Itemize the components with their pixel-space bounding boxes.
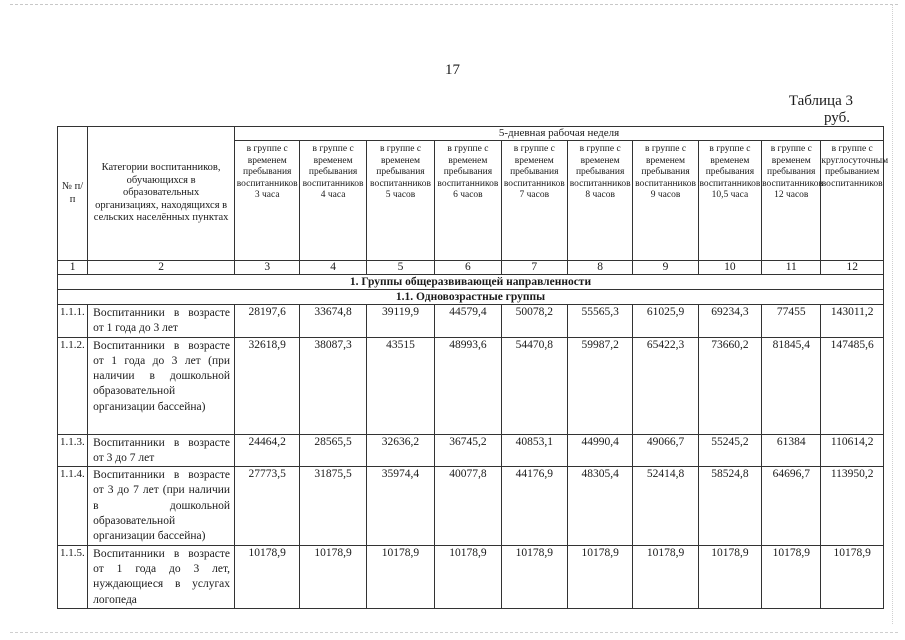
cost-value: 40853,1 bbox=[501, 434, 567, 467]
cost-value: 28197,6 bbox=[235, 305, 300, 338]
cost-value: 64696,7 bbox=[762, 467, 821, 545]
header-week-group: 5-дневная рабочая неделя bbox=[235, 127, 884, 141]
header-stay-24h: в группе с круглосуточным пребыванием воспитанников bbox=[821, 141, 884, 261]
header-category-col: Категории воспитанников, обучающихся в образовательных организациях, находящихся в сельских населённых пунктах bbox=[88, 127, 235, 261]
column-number: 8 bbox=[567, 261, 632, 275]
cost-value: 50078,2 bbox=[501, 305, 567, 338]
cost-value: 110614,2 bbox=[821, 434, 884, 467]
cost-value: 39119,9 bbox=[366, 305, 434, 338]
cost-value: 48305,4 bbox=[567, 467, 632, 545]
column-number: 10 bbox=[698, 261, 761, 275]
cost-value: 31875,5 bbox=[300, 467, 366, 545]
column-number: 9 bbox=[633, 261, 698, 275]
table-row bbox=[58, 305, 884, 338]
cost-value: 10178,9 bbox=[366, 545, 434, 608]
cost-value: 147485,6 bbox=[821, 337, 884, 434]
cost-value: 10178,9 bbox=[435, 545, 501, 608]
column-number: 6 bbox=[435, 261, 501, 275]
cost-value: 54470,8 bbox=[501, 337, 567, 434]
table-row bbox=[58, 467, 884, 545]
header-stay-8h: в группе с временем пребывания воспитанников 8 часов bbox=[567, 141, 632, 261]
cost-value: 113950,2 bbox=[821, 467, 884, 545]
cost-value: 61025,9 bbox=[633, 305, 698, 338]
cost-value: 48993,6 bbox=[435, 337, 501, 434]
cost-value: 55565,3 bbox=[567, 305, 632, 338]
cost-value: 73660,2 bbox=[698, 337, 761, 434]
column-number: 11 bbox=[762, 261, 821, 275]
table-row bbox=[58, 337, 884, 434]
column-number: 2 bbox=[88, 261, 235, 275]
section-heading: 1. Группы общеразвивающей направленности bbox=[58, 275, 884, 290]
scan-edge-bottom bbox=[10, 632, 898, 633]
cost-value: 55245,2 bbox=[698, 434, 761, 467]
cost-value: 69234,3 bbox=[698, 305, 761, 338]
cost-value: 61384 bbox=[762, 434, 821, 467]
header-stay-5h: в группе с временем пребывания воспитанников 5 часов bbox=[366, 141, 434, 261]
column-number: 7 bbox=[501, 261, 567, 275]
scan-edge-right bbox=[892, 4, 893, 624]
cost-value: 24464,2 bbox=[235, 434, 300, 467]
cost-value: 10178,9 bbox=[501, 545, 567, 608]
cost-value: 10178,9 bbox=[698, 545, 761, 608]
cost-value: 35974,4 bbox=[366, 467, 434, 545]
row-number: 1.1.3. bbox=[58, 434, 88, 467]
cost-value: 143011,2 bbox=[821, 305, 884, 338]
cost-value: 33674,8 bbox=[300, 305, 366, 338]
cost-value: 59987,2 bbox=[567, 337, 632, 434]
cost-value: 27773,5 bbox=[235, 467, 300, 545]
scan-edge-top bbox=[10, 4, 898, 5]
row-category: Воспитанники в возрасте от 3 до 7 лет bbox=[88, 434, 235, 467]
cost-value: 32636,2 bbox=[366, 434, 434, 467]
header-stay-7h: в группе с временем пребывания воспитанников 7 часов bbox=[501, 141, 567, 261]
row-number: 1.1.1. bbox=[58, 305, 88, 338]
cost-value: 38087,3 bbox=[300, 337, 366, 434]
header-stay-10-5h: в группе с временем пребывания воспитанников 10,5 часа bbox=[698, 141, 761, 261]
table-title: Таблица 3 bbox=[788, 93, 853, 109]
tariff-table bbox=[57, 126, 889, 609]
cost-value: 52414,8 bbox=[633, 467, 698, 545]
column-number: 1 bbox=[58, 261, 88, 275]
cost-value: 77455 bbox=[762, 305, 821, 338]
header-stay-3h: в группе с временем пребывания воспитанников 3 часа bbox=[235, 141, 300, 261]
cost-value: 58524,8 bbox=[698, 467, 761, 545]
subsection-heading: 1.1. Одновозрастные группы bbox=[58, 290, 884, 305]
row-category: Воспитанники в возрасте от 1 года до 3 лет (при наличии в дошкольной образовательной организации бассейна) bbox=[88, 337, 235, 434]
row-category: Воспитанники в возрасте от 3 до 7 лет (при наличии в дошкольной образовательной организации бассейна) bbox=[88, 467, 235, 545]
column-number: 3 bbox=[235, 261, 300, 275]
row-category: Воспитанники в возрасте от 1 года до 3 лет bbox=[88, 305, 235, 338]
header-stay-12h: в группе с временем пребывания воспитанников 12 часов bbox=[762, 141, 821, 261]
row-number: 1.1.4. bbox=[58, 467, 88, 545]
cost-value: 10178,9 bbox=[567, 545, 632, 608]
table-row bbox=[58, 545, 884, 608]
column-number: 4 bbox=[300, 261, 366, 275]
currency-unit: руб. bbox=[824, 110, 850, 126]
row-number: 1.1.5. bbox=[58, 545, 88, 608]
cost-value: 81845,4 bbox=[762, 337, 821, 434]
cost-value: 44579,4 bbox=[435, 305, 501, 338]
cost-value: 65422,3 bbox=[633, 337, 698, 434]
cost-value: 10178,9 bbox=[762, 545, 821, 608]
cost-value: 40077,8 bbox=[435, 467, 501, 545]
row-number: 1.1.2. bbox=[58, 337, 88, 434]
header-stay-6h: в группе с временем пребывания воспитанников 6 часов bbox=[435, 141, 501, 261]
cost-value: 10178,9 bbox=[633, 545, 698, 608]
cost-value: 36745,2 bbox=[435, 434, 501, 467]
cost-value: 44176,9 bbox=[501, 467, 567, 545]
cost-value: 44990,4 bbox=[567, 434, 632, 467]
page-number: 17 bbox=[445, 62, 460, 78]
header-stay-9h: в группе с временем пребывания воспитанников 9 часов bbox=[633, 141, 698, 261]
row-category: Воспитанники в возрасте от 1 года до 3 лет, нуждающиеся в услугах логопеда bbox=[88, 545, 235, 608]
table-row bbox=[58, 434, 884, 467]
cost-value: 49066,7 bbox=[633, 434, 698, 467]
cost-value: 10178,9 bbox=[821, 545, 884, 608]
column-number: 12 bbox=[821, 261, 884, 275]
header-stay-4h: в группе с временем пребывания воспитанников 4 часа bbox=[300, 141, 366, 261]
cost-value: 32618,9 bbox=[235, 337, 300, 434]
cost-value: 10178,9 bbox=[300, 545, 366, 608]
cost-value: 28565,5 bbox=[300, 434, 366, 467]
cost-value: 43515 bbox=[366, 337, 434, 434]
cost-value: 10178,9 bbox=[235, 545, 300, 608]
column-number: 5 bbox=[366, 261, 434, 275]
header-num-col: № п/п bbox=[58, 127, 88, 261]
